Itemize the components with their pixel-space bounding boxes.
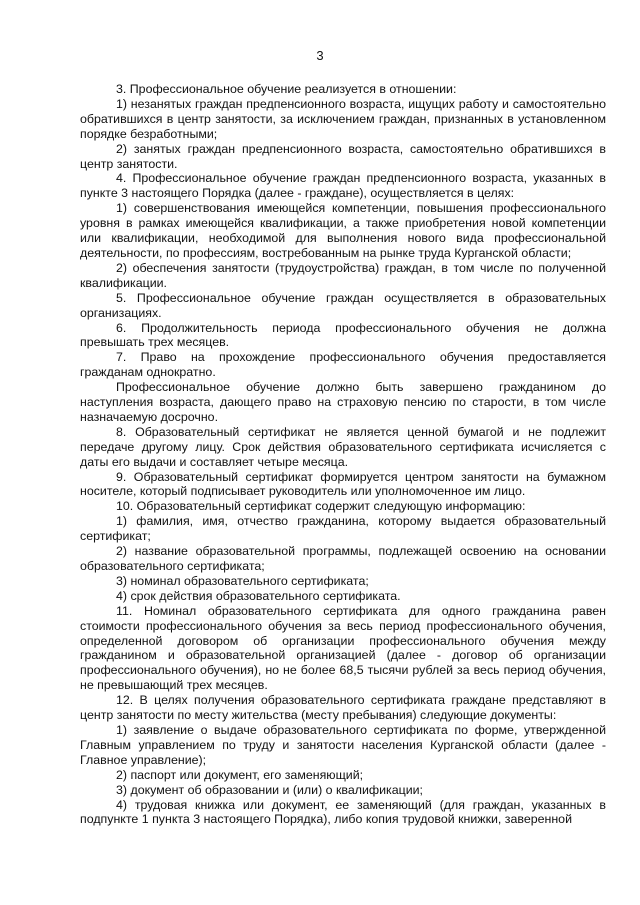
page-number: 3 bbox=[316, 48, 324, 63]
paragraph: 6. Продолжительность периода профессионального обучения не должна превышать трех месяцев. bbox=[80, 320, 606, 350]
paragraph: 9. Образовательный сертификат формируется центром занятости на бумажном носителе, который подписывает руководитель или уполномоченное им лицо. bbox=[80, 469, 606, 499]
paragraph: Профессиональное обучение должно быть завершено гражданином до наступления возраста, дающего право на страховую пенсию по старости, в том числе назначаемую досрочно. bbox=[80, 380, 606, 424]
paragraph: 2) паспорт или документ, его заменяющий; bbox=[116, 767, 364, 782]
paragraph: 11. Номинал образовательного сертификата для одного гражданина равен стоимости профессионального обучения за весь период профессионального обучения, определенной договором об организации профессионального обучения между гражданином и образовательной организацией (далее - договор об организации профессионального обучения), но не более 68,5 тысячи рублей за весь период обучения, не превышающий трех месяцев. bbox=[80, 603, 606, 693]
paragraph: 10. Образовательный сертификат содержит следующую информацию: bbox=[116, 499, 526, 514]
paragraph: 8. Образовательный сертификат не является ценной бумагой и не подлежит передаче другому лицу. Срок действия образовательного сертификата исчисляется с даты его выдачи и составляет четыре месяца. bbox=[80, 424, 606, 469]
paragraph: 4. Профессиональное обучение граждан предпенсионного возраста, указанных в пункте 3 настоящего Порядка (далее - граждане), осуществляется в целях: bbox=[80, 171, 606, 201]
paragraph: 4) трудовая книжка или документ, ее заменяющий (для граждан, указанных в подпункте 1 пункта 3 настоящего Порядка), либо копия трудовой книжки, заверенной bbox=[80, 797, 606, 827]
paragraph: 1) фамилия, имя, отчество гражданина, которому выдается образовательный сертификат; bbox=[80, 514, 606, 544]
paragraph: 1) заявление о выдаче образовательного сертификата по форме, утвержденной Главным управлением по труду и занятости населения Курганской области (далее - Главное управление); bbox=[80, 722, 606, 767]
paragraph: 3. Профессиональное обучение реализуется в отношении: bbox=[116, 82, 457, 96]
paragraph: 7. Право на прохождение профессионального обучения предоставляется гражданам однократно. bbox=[80, 350, 606, 380]
paragraph: 1) совершенствования имеющейся компетенции, повышения профессионального уровня в рамках имеющейся квалификации, а также приобретения новой компетенции или квалификации, необходимой для выполнения нового вида профессиональной деятельности, по профессиям, востребованным на рынке труда Курганской области; bbox=[80, 201, 606, 260]
paragraph: 2) занятых граждан предпенсионного возраста, самостоятельно обратившихся в центр занятости. bbox=[80, 141, 606, 171]
paragraph: 2) название образовательной программы, подлежащей освоению на основании образовательного сертификата; bbox=[80, 544, 606, 573]
paragraph: 5. Профессиональное обучение граждан осуществляется в образовательных организациях. bbox=[80, 290, 606, 320]
paragraph: 1) незанятых граждан предпенсионного возраста, ищущих работу и самостоятельно обратившихся в центр занятости, за исключением граждан, признанных в установленном порядке безработными; bbox=[80, 96, 606, 141]
paragraph: 12. В целях получения образовательного сертификата граждане представляют в центр занятости по месту жительства (месту пребывания) следующие документы: bbox=[80, 693, 606, 723]
paragraph: 3) номинал образовательного сертификата; bbox=[116, 573, 369, 588]
document-body bbox=[80, 82, 606, 827]
paragraph: 2) обеспечения занятости (трудоустройства) граждан, в том числе по полученной квалификации. bbox=[80, 260, 606, 290]
paragraph: 4) срок действия образовательного сертификата. bbox=[116, 588, 401, 603]
paragraph: 3) документ об образовании и (или) о квалификации; bbox=[116, 782, 423, 797]
